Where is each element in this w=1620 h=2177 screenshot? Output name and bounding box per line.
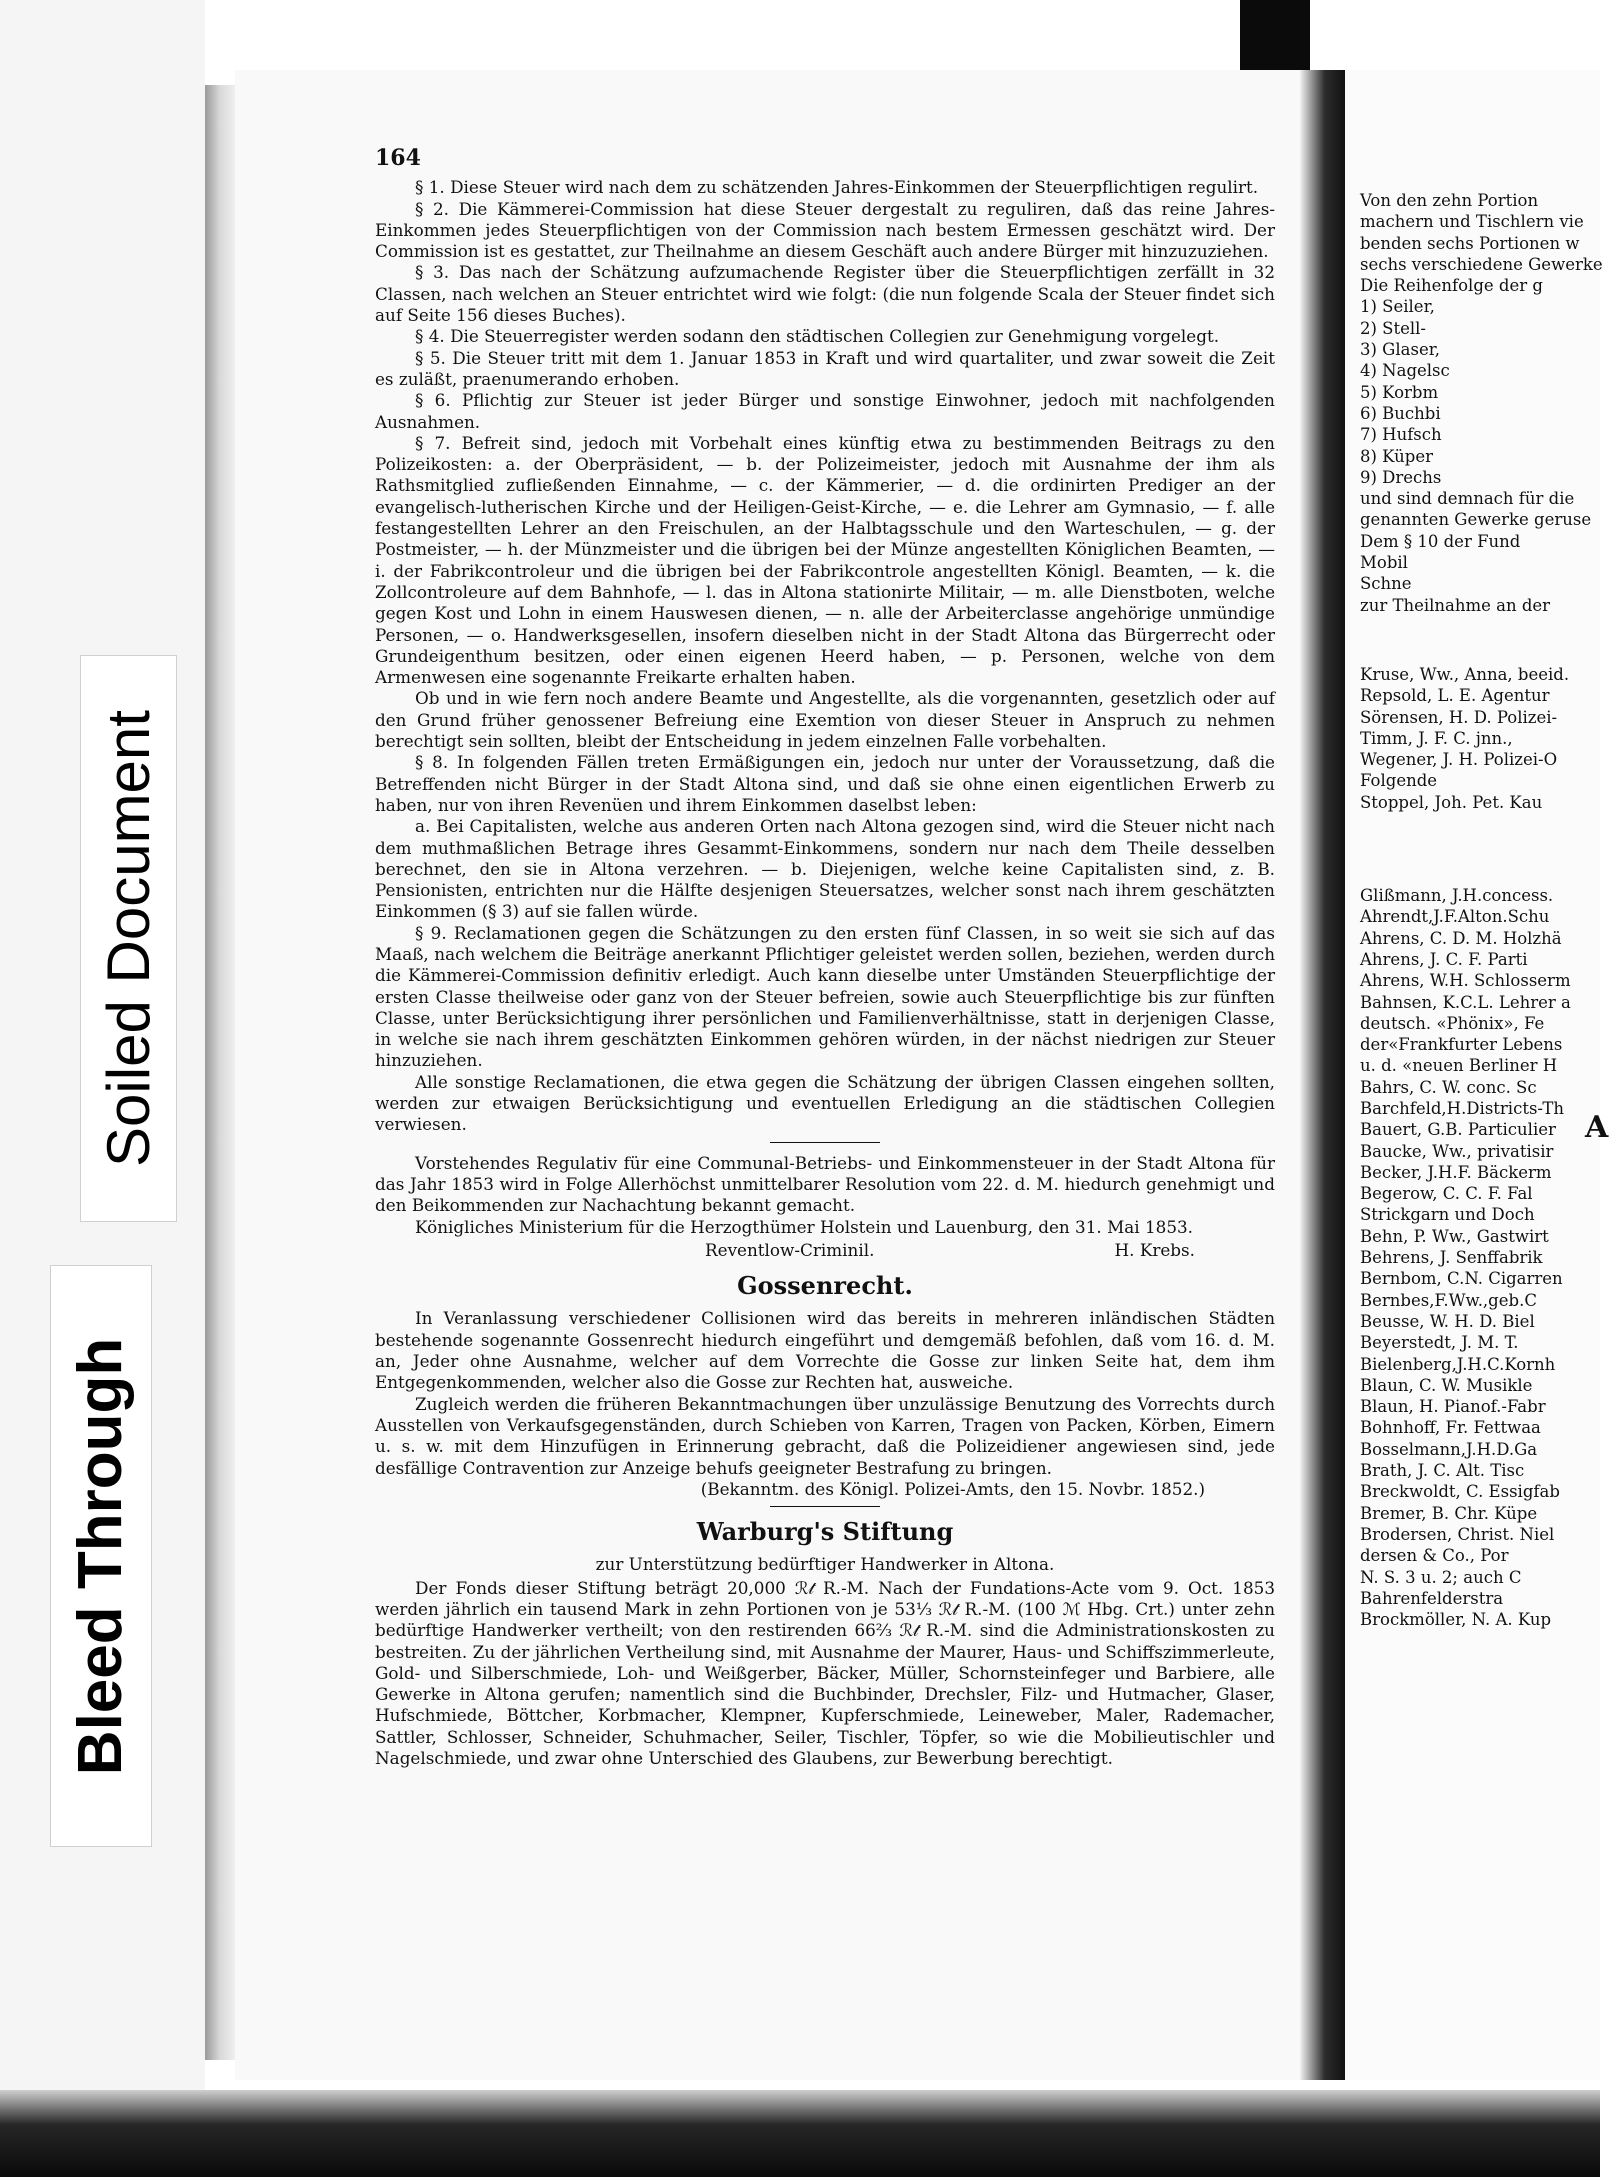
directory-entry: Bernbom, C.N. Cigarren	[1360, 1269, 1563, 1289]
directory-entry: Ahrens, C. D. M. Holzhä	[1360, 928, 1562, 948]
paragraph-7-addendum: Ob und in wie fern noch andere Beamte und Angestellte, als die vorgenannten, gesetzlich oder auf den Grund früher genossener Befreiung eine Exemtion von dieser Steuer in Anspruch zu nehmen berechtigt sein sollten, bleibt der Entscheidung in jedem einzelnen Falle vorbehalten.	[375, 688, 1275, 752]
book-gutter	[1300, 70, 1345, 2080]
right-page-line: Schne	[1360, 574, 1412, 594]
paragraph-4: § 4. Die Steuerregister werden sodann den städtischen Collegien zur Genehmigung vorgelegt.	[415, 326, 1220, 347]
signature-line	[375, 1240, 1275, 1261]
gossenrecht-paragraph-1: In Veranlassung verschiedener Collisionen wird das bereits in mehreren inländischen Städten bestehende sogenannte Gossenrecht hiedurch eingeführt und demgemäß befohlen, daß vom 16. d. M. an, Jeder ohne Ausnahme, welcher auf dem Vorrechte die Gosse zur linken Seite hat, dem ihm Entgegenkommenden, welcher also die Gosse zur Rechten hat, ausweiche.	[375, 1308, 1275, 1393]
right-page-line: 3) Glaser,	[1360, 340, 1441, 360]
directory-entry: Strickgarn und Doch	[1360, 1205, 1535, 1225]
right-page-entry: Timm, J. F. C. jnn.,	[1360, 728, 1513, 748]
ministry-line: Königliches Ministerium für die Herzogthümer Holstein und Lauenburg, den 31. Mai 1853.	[415, 1216, 1194, 1237]
right-page-entry: Folgende	[1360, 771, 1438, 791]
directory-entry: der«Frankfurter Lebens	[1360, 1035, 1563, 1055]
gossenrecht-paragraph-2: Zugleich werden die früheren Bekanntmachungen über unzulässige Benutzung des Vorrechts durch Ausstellen von Verkaufsgegenständen, durch Schieben von Karren, Tragen von Packen, Körben, Eimern u. s. w. mit dem Hinzufügen in Erinnerung gebracht, daß die Polizeidiener angewiesen sind, jede desfällige Contravention zur Anzeige behufs geeigneter Bestrafung zu bringen.	[375, 1393, 1275, 1478]
right-page-entry: Sörensen, H. D. Polizei-	[1360, 707, 1558, 727]
right-page-line: sechs verschiedene Gewerke	[1360, 254, 1603, 274]
directory-entry: Brockmöller, N. A. Kup	[1360, 1610, 1552, 1630]
directory-entry: deutsch. «Phönix», Fe	[1360, 1013, 1545, 1033]
directory-entry: Beusse, W. H. D. Biel	[1360, 1311, 1535, 1331]
directory-entry: Ahrens, J. C. F. Parti	[1360, 949, 1528, 969]
directory-entry: Bohnhoff, Fr. Fettwaa	[1360, 1418, 1541, 1438]
right-page-entry: Kruse, Ww., Anna, beeid.	[1360, 664, 1570, 684]
right-page-line: 1) Seiler,	[1360, 297, 1435, 317]
right-page-entry: Repsold, L. E. Agentur	[1360, 686, 1550, 706]
book-page-edge	[205, 85, 235, 2060]
warburg-title: Warburg's Stiftung	[696, 1517, 954, 1547]
section-divider-2	[770, 1506, 880, 1507]
signature-left: Reventlow-Criminil.	[705, 1239, 875, 1260]
page-number: 164	[375, 145, 421, 171]
left-page-content	[375, 145, 1275, 1769]
right-page-line: genannten Gewerke geruse	[1360, 510, 1592, 530]
right-page-line: 9) Drechs	[1360, 467, 1442, 487]
right-page-line: 5) Korbm	[1360, 382, 1439, 402]
directory-entry: Brodersen, Christ. Niel	[1360, 1524, 1555, 1544]
directory-entry: Ahrendt,J.F.Alton.Schu	[1360, 907, 1550, 927]
scan-dark-corner	[1240, 0, 1310, 80]
paragraph-1: § 1. Diese Steuer wird nach dem zu schätzenden Jahres-Einkommen der Steuerpflichtigen regulirt.	[415, 177, 1259, 198]
soiled-document-label: Soiled Document	[80, 655, 177, 1222]
right-page-line: Von den zehn Portion	[1360, 191, 1539, 210]
right-page-line: Dem § 10 der Fund	[1360, 531, 1521, 551]
warburg-paragraph: Der Fonds dieser Stiftung beträgt 20,000 ℛ𝓉 R.-M. Nach der Fundations-Acte vom 9. Oct. 1853 werden jährlich ein tausend Mark in zehn Portionen von je 53⅓ ℛ𝓉 R.-M. (100 ℳ Hbg. Crt.) unter zehn bedürftige Handwerker vertheilt; von den restirenden 66⅔ ℛ𝓉 R.-M. sind die Administrationskosten zu bestreiten. Zu der jährlichen Vertheilung sind, mit Ausnahme der Maurer, Haus- und Schiffszimmerleute, Gold- und Silberschmiede, Loh- und Weißgerber, Bäcker, Müller, Schornsteinfeger und Barbiere, alle Gewerke in Altona gerufen; namentlich sind die Buchbinder, Drechsler, Filz- und Hutmacher, Glaser, Hufschmiede, Böttcher, Korbmacher, Klempner, Kupferschmiede, Leineweber, Maler, Rademacher, Sattler, Schlosser, Schneider, Schuhmacher, Seiler, Tischler, Töpfer, so wie die Mobilieutischler und Nagelschmiede, und zwar ohne Unterschied des Glaubens, zur Bewerbung berechtigt.	[375, 1577, 1275, 1769]
right-mid-lines	[1360, 664, 1620, 813]
right-page-line: 8) Küper	[1360, 446, 1433, 466]
right-directory-list	[1360, 885, 1620, 1630]
directory-entry: Beyerstedt, J. M. T.	[1360, 1333, 1519, 1353]
scan-top-margin	[0, 0, 1600, 60]
directory-entry: Ahrens, W.H. Schlosserm	[1360, 971, 1571, 991]
directory-entry: Bahnsen, K.C.L. Lehrer a	[1360, 992, 1571, 1012]
directory-entry: dersen & Co., Por	[1360, 1546, 1509, 1566]
gossenrecht-title: Gossenrecht.	[737, 1271, 913, 1301]
scan-bottom-shadow	[0, 2090, 1600, 2177]
right-page-line: 2) Stell-	[1360, 318, 1427, 338]
warburg-subtitle: zur Unterstützung bedürftiger Handwerker in Altona.	[595, 1554, 1055, 1575]
directory-entry: Bahrs, C. W. conc. Sc	[1360, 1077, 1537, 1097]
right-page-entry: Wegener, J. H. Polizei-O	[1360, 750, 1558, 770]
right-page-line: und sind demnach für die	[1360, 489, 1575, 509]
paragraph-9: § 9. Reclamationen gegen die Schätzungen zu den ersten fünf Classen, in so weit sie sich auf das Maaß, nach welchem die Beiträge anerkannt Pflichtiger geleistet werden sollen, beziehen, werden durch die Kämmerei-Commission definitiv erledigt. Auch kann dieselbe unter Umständen Steuerpflichtige der ersten Classe theilweise oder ganz von der Steuer befreien, sowie auch Steuerpflichtige bis zur fünften Classe, unter Berücksichtigung ihrer persönlichen und Familienverhältnisse, statt in derjenigen Classe, in welche sie nach ihrem geschätzten Einkommen gehören würden, in der nächst niedrigen zur Steuer hinzuziehen.	[375, 922, 1275, 1071]
section-letter: A	[1585, 1110, 1609, 1145]
paragraph-3: § 3. Das nach der Schätzung aufzumachende Register über die Steuerpflichtigen zerfällt in 32 Classen, nach welchen an Steuer entrichtet wird wie folgt: (die nun folgende Scala der Steuer findet sich auf Seite 156 dieses Buches).	[375, 262, 1275, 326]
directory-entry: Baucke, Ww., privatisir	[1360, 1141, 1554, 1161]
bleed-through-label: Bleed Through	[50, 1265, 152, 1847]
directory-entry: Bosselmann,J.H.D.Ga	[1360, 1439, 1538, 1459]
directory-entry: Begerow, C. C. F. Fal	[1360, 1184, 1533, 1204]
regulation-note: Vorstehendes Regulativ für eine Communal-Betriebs- und Einkommensteuer in der Stadt Altona für das Jahr 1853 wird in Folge Allerhöchst unmittelbarer Resolution vom 22. d. M. hiedurch genehmigt und den Beikommenden zur Nachachtung bekannt gemacht.	[375, 1152, 1275, 1216]
right-page-line: Die Reihenfolge der g	[1360, 276, 1543, 296]
right-page-line: 7) Hufsch	[1360, 425, 1442, 445]
right-page-content	[1360, 190, 1620, 1630]
paragraph-6: § 6. Pflichtig zur Steuer ist jeder Bürger und sonstige Einwohner, jedoch mit nachfolgenden Ausnahmen.	[375, 390, 1275, 432]
right-page-line: benden sechs Portionen w	[1360, 233, 1580, 253]
directory-entry: Behrens, J. Senffabrik	[1360, 1248, 1543, 1268]
right-page-line: Mobil	[1360, 553, 1408, 573]
directory-entry: Bauert, G.B. Particulier	[1360, 1120, 1556, 1140]
right-page-line: 6) Buchbi	[1360, 403, 1441, 423]
directory-entry: u. d. «neuen Berliner H	[1360, 1056, 1558, 1076]
directory-entry: Bahrenfelderstra	[1360, 1588, 1504, 1608]
right-page-entry: Stoppel, Joh. Pet. Kau	[1360, 792, 1543, 812]
directory-entry: Becker, J.H.F. Bäckerm	[1360, 1162, 1552, 1182]
directory-entry: N. S. 3 u. 2; auch C	[1360, 1567, 1522, 1587]
paragraph-9-addendum: Alle sonstige Reclamationen, die etwa gegen die Schätzung der übrigen Classen eingehen sollten, werden zur etwaigen Berücksichtigung und eventuellen Erledigung an die städtischen Collegien verwiesen.	[375, 1071, 1275, 1135]
directory-entry: Breckwoldt, C. Essigfab	[1360, 1482, 1560, 1502]
gossenrecht-note: (Bekanntm. des Königl. Polizei-Amts, den 15. Novbr. 1852.)	[700, 1478, 1205, 1499]
directory-entry: Glißmann, J.H.concess.	[1360, 886, 1554, 906]
signature-right: H. Krebs.	[1114, 1239, 1195, 1260]
paragraph-2: § 2. Die Kämmerei-Commission hat diese Steuer dergestalt zu reguliren, daß das reine Jahres-Einkommen jedes Steuerpflichtigen von der Commission nach bestem Ermessen geschätzt wird. Der Commission ist es gestattet, zur Theilnahme an diesem Geschäft auch andere Bürger mit hinzuzuziehen.	[375, 198, 1275, 262]
directory-entry: Bielenberg,J.H.C.Kornh	[1360, 1354, 1556, 1374]
directory-entry: Blaun, H. Pianof.-Fabr	[1360, 1397, 1546, 1417]
directory-entry: Bremer, B. Chr. Küpe	[1360, 1503, 1538, 1523]
paragraph-5: § 5. Die Steuer tritt mit dem 1. Januar 1853 in Kraft und wird quartaliter, und zwar soweit die Zeit es zuläßt, praenumerando erhoben.	[375, 347, 1275, 389]
directory-entry: Brath, J. C. Alt. Tisc	[1360, 1461, 1525, 1481]
directory-entry: Blaun, C. W. Musikle	[1360, 1375, 1533, 1395]
right-page-line: machern und Tischlern vie	[1360, 212, 1584, 232]
paragraph-8-cases: a. Bei Capitalisten, welche aus anderen Orten nach Altona gezogen sind, wird die Steuer nicht nach dem muthmaßlichen Betrage ihres Gesammt-Einkommens, sondern nur nach dem Theile desselben berechnet, den sie in Altona verzehren. — b. Diejenigen, welche keine Capitalisten sind, z. B. Pensionisten, entrichten nur die Hälfte desjenigen Steuersatzes, welcher sonst nach ihrem geschätzten Einkommen (§ 3) auf sie fallen würde.	[375, 816, 1275, 922]
paragraph-7: § 7. Befreit sind, jedoch mit Vorbehalt eines künftig etwa zu bestimmenden Beitrags zu den Polizeikosten: a. der Oberpräsident, — b. der Polizeimeister, jedoch mit Ausnahme der ihm als Rathsmitglied zufließenden Einnahme, — c. der Kämmerier, — d. die ordinirten Prediger an der evangelisch-lutherischen Kirche und der Heiligen-Geist-Kirche, — e. die Lehrer am Gymnasio, — f. alle festangestellten Lehrer an den Freischulen, an der Halbtagsschule und den Warteschulen, — g. der Postmeister, — h. der Münzmeister und die übrigen bei der Münze angestellten Königlichen Beamten, — i. der Fabrikcontroleur und die übrigen bei der Fabrikcontrole angestellten Königl. Beamten, — k. die Zollcontroleure auf dem Bahnhofe, — l. das in Altona stationirte Militair, — m. alle Dienstboten, welche gegen Kost und Lohn in einem Hauswesen dienen, — n. alle der Arbeiterclasse angehörige unmündige Personen, — o. Handwerksgesellen, insofern dieselben nicht in der Stadt Altona das Bürgerrecht oder Grundeigenthum besitzen, oder einen eigenen Heerd haben, — p. Personen, welche von dem Armenwesen eine sogenannte Freikarte erhalten haben.	[375, 432, 1275, 688]
right-page-line: zur Theilnahme an der	[1360, 595, 1551, 615]
right-page-line: 4) Nagelsc	[1360, 361, 1450, 381]
directory-entry: Barchfeld,H.Districts-Th	[1360, 1098, 1565, 1118]
directory-entry: Bernbes,F.Ww.,geb.C	[1360, 1290, 1537, 1310]
directory-entry: Behn, P. Ww., Gastwirt	[1360, 1226, 1549, 1246]
section-divider	[770, 1142, 880, 1143]
right-top-lines	[1360, 190, 1620, 616]
paragraph-8: § 8. In folgenden Fällen treten Ermäßigungen ein, jedoch nur unter der Voraussetzung, daß die Betreffenden nicht Bürger in der Stadt Altona sind, und daß sie ohne einen eigentlichen Erwerb zu haben, nur von ihren Revenüen und ihrem Einkommen daselbst leben:	[375, 752, 1275, 815]
